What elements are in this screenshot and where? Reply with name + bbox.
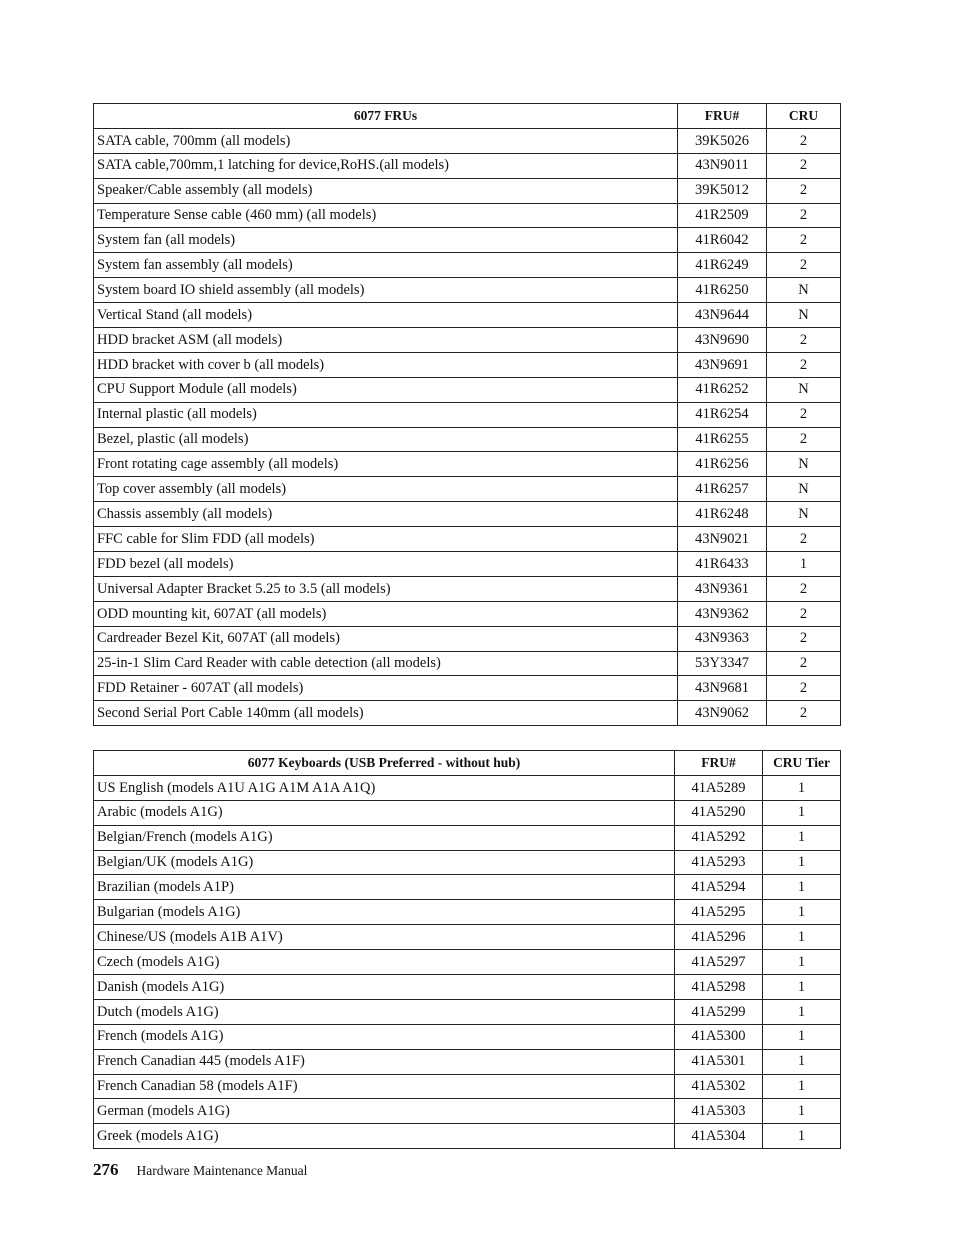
table-row [94, 900, 841, 925]
cru-tier: 2 [767, 253, 841, 278]
part-description: French Canadian 445 (models A1F) [94, 1049, 675, 1074]
table-row [94, 377, 841, 402]
table-row [94, 1124, 841, 1149]
table-row [94, 1099, 841, 1124]
fru-number: 41R6256 [678, 452, 767, 477]
fru-number: 41R6248 [678, 502, 767, 527]
table-row [94, 552, 841, 577]
table-row [94, 352, 841, 377]
part-description: Top cover assembly (all models) [94, 477, 678, 502]
cru-tier: 1 [763, 1049, 841, 1074]
part-description: Greek (models A1G) [94, 1124, 675, 1149]
fru-table [93, 103, 841, 726]
cru-tier: N [767, 477, 841, 502]
part-description: FDD Retainer - 607AT (all models) [94, 676, 678, 701]
cru-tier: 2 [767, 128, 841, 153]
part-description: US English (models A1U A1G A1M A1A A1Q) [94, 775, 675, 800]
part-description: Belgian/French (models A1G) [94, 825, 675, 850]
part-description: Belgian/UK (models A1G) [94, 850, 675, 875]
fru-number: 41R6250 [678, 278, 767, 303]
cru-tier: N [767, 303, 841, 328]
table-row [94, 153, 841, 178]
cru-tier: 2 [767, 576, 841, 601]
header-row [94, 751, 841, 776]
part-description: German (models A1G) [94, 1099, 675, 1124]
fru-number: 41A5290 [675, 800, 763, 825]
part-description: Vertical Stand (all models) [94, 303, 678, 328]
fru-number: 41A5297 [675, 950, 763, 975]
fru-number: 41R6255 [678, 427, 767, 452]
fru-number: 41A5302 [675, 1074, 763, 1099]
table-row [94, 178, 841, 203]
part-description: Danish (models A1G) [94, 975, 675, 1000]
table-row [94, 601, 841, 626]
part-description: Universal Adapter Bracket 5.25 to 3.5 (all models) [94, 576, 678, 601]
part-description: Czech (models A1G) [94, 950, 675, 975]
fru-number: 41R6433 [678, 552, 767, 577]
cru-tier: 2 [767, 601, 841, 626]
cru-tier: 1 [767, 552, 841, 577]
part-description: Speaker/Cable assembly (all models) [94, 178, 678, 203]
keyboards-table [93, 750, 841, 1149]
table-header [94, 104, 841, 129]
part-description: SATA cable, 700mm (all models) [94, 128, 678, 153]
cru-tier: N [767, 502, 841, 527]
cru-tier: 2 [767, 203, 841, 228]
column-header-fru-number: FRU# [678, 104, 767, 129]
table-row [94, 1049, 841, 1074]
part-description: Arabic (models A1G) [94, 800, 675, 825]
part-description: Bezel, plastic (all models) [94, 427, 678, 452]
cru-tier: 1 [763, 1099, 841, 1124]
table-row [94, 1024, 841, 1049]
fru-number: 43N9011 [678, 153, 767, 178]
fru-number: 41R6252 [678, 377, 767, 402]
cru-tier: 2 [767, 328, 841, 353]
table-row [94, 328, 841, 353]
table-body [94, 128, 841, 725]
fru-number: 43N9062 [678, 701, 767, 726]
table-row [94, 676, 841, 701]
cru-tier: 2 [767, 228, 841, 253]
header-row [94, 104, 841, 129]
fru-number: 39K5026 [678, 128, 767, 153]
fru-number: 43N9681 [678, 676, 767, 701]
table-row [94, 128, 841, 153]
column-header-fru-number: FRU# [675, 751, 763, 776]
fru-number: 53Y3347 [678, 651, 767, 676]
table-row [94, 950, 841, 975]
cru-tier: 1 [763, 875, 841, 900]
cru-tier: 2 [767, 427, 841, 452]
cru-tier: N [767, 452, 841, 477]
table-row [94, 502, 841, 527]
table-row [94, 651, 841, 676]
table-row [94, 1074, 841, 1099]
part-description: Front rotating cage assembly (all models) [94, 452, 678, 477]
cru-tier: 2 [767, 402, 841, 427]
part-description: Internal plastic (all models) [94, 402, 678, 427]
fru-number: 41A5298 [675, 975, 763, 1000]
fru-number: 43N9361 [678, 576, 767, 601]
part-description: Second Serial Port Cable 140mm (all models) [94, 701, 678, 726]
part-description: French (models A1G) [94, 1024, 675, 1049]
cru-tier: 1 [763, 1024, 841, 1049]
part-description: French Canadian 58 (models A1F) [94, 1074, 675, 1099]
cru-tier: 1 [763, 825, 841, 850]
column-header-cru-tier: CRU Tier [763, 751, 841, 776]
column-header-description: 6077 Keyboards (USB Preferred - without hub) [94, 751, 675, 776]
cru-tier: 2 [767, 153, 841, 178]
fru-number: 43N9021 [678, 527, 767, 552]
table-header [94, 751, 841, 776]
cru-tier: 1 [763, 775, 841, 800]
part-description: System fan assembly (all models) [94, 253, 678, 278]
column-header-description: 6077 FRUs [94, 104, 678, 129]
table-row [94, 303, 841, 328]
table-row [94, 253, 841, 278]
part-description: Dutch (models A1G) [94, 999, 675, 1024]
cru-tier: 1 [763, 1074, 841, 1099]
page-footer [93, 1160, 307, 1180]
cru-tier: 2 [767, 178, 841, 203]
fru-number: 41A5303 [675, 1099, 763, 1124]
fru-number: 41R6249 [678, 253, 767, 278]
part-description: HDD bracket with cover b (all models) [94, 352, 678, 377]
cru-tier: 1 [763, 999, 841, 1024]
cru-tier: 1 [763, 800, 841, 825]
part-description: 25-in-1 Slim Card Reader with cable detection (all models) [94, 651, 678, 676]
cru-tier: 2 [767, 527, 841, 552]
part-description: Chassis assembly (all models) [94, 502, 678, 527]
fru-number: 41A5299 [675, 999, 763, 1024]
page-number: 276 [93, 1160, 119, 1179]
table-row [94, 203, 841, 228]
fru-number: 41A5289 [675, 775, 763, 800]
fru-number: 43N9362 [678, 601, 767, 626]
table-row [94, 228, 841, 253]
table-row [94, 975, 841, 1000]
cru-tier: N [767, 377, 841, 402]
cru-tier: 2 [767, 651, 841, 676]
table-row [94, 626, 841, 651]
part-description: System board IO shield assembly (all models) [94, 278, 678, 303]
fru-number: 41A5294 [675, 875, 763, 900]
table-row [94, 875, 841, 900]
cru-tier: 2 [767, 352, 841, 377]
part-description: Brazilian (models A1P) [94, 875, 675, 900]
fru-number: 41A5300 [675, 1024, 763, 1049]
part-description: SATA cable,700mm,1 latching for device,RoHS.(all models) [94, 153, 678, 178]
cru-tier: 1 [763, 900, 841, 925]
cru-tier: 1 [763, 975, 841, 1000]
part-description: ODD mounting kit, 607AT (all models) [94, 601, 678, 626]
fru-number: 43N9644 [678, 303, 767, 328]
part-description: CPU Support Module (all models) [94, 377, 678, 402]
table-row [94, 999, 841, 1024]
fru-number: 41A5304 [675, 1124, 763, 1149]
part-description: Temperature Sense cable (460 mm) (all models) [94, 203, 678, 228]
part-description: Chinese/US (models A1B A1V) [94, 925, 675, 950]
fru-number: 39K5012 [678, 178, 767, 203]
part-description: System fan (all models) [94, 228, 678, 253]
table-row [94, 576, 841, 601]
part-description: FFC cable for Slim FDD (all models) [94, 527, 678, 552]
cru-tier: N [767, 278, 841, 303]
table-row [94, 477, 841, 502]
fru-number: 43N9691 [678, 352, 767, 377]
table-row [94, 850, 841, 875]
fru-number: 43N9690 [678, 328, 767, 353]
part-description: FDD bezel (all models) [94, 552, 678, 577]
fru-number: 41R6042 [678, 228, 767, 253]
column-header-cru: CRU [767, 104, 841, 129]
table-row [94, 402, 841, 427]
table-row [94, 825, 841, 850]
cru-tier: 1 [763, 850, 841, 875]
table-row [94, 701, 841, 726]
table-row [94, 427, 841, 452]
fru-number: 43N9363 [678, 626, 767, 651]
table-row [94, 452, 841, 477]
cru-tier: 1 [763, 1124, 841, 1149]
table-row [94, 278, 841, 303]
fru-number: 41R2509 [678, 203, 767, 228]
cru-tier: 2 [767, 676, 841, 701]
table-row [94, 800, 841, 825]
part-description: HDD bracket ASM (all models) [94, 328, 678, 353]
cru-tier: 1 [763, 925, 841, 950]
table-body [94, 775, 841, 1148]
fru-number: 41A5293 [675, 850, 763, 875]
fru-number: 41R6254 [678, 402, 767, 427]
fru-number: 41R6257 [678, 477, 767, 502]
part-description: Bulgarian (models A1G) [94, 900, 675, 925]
cru-tier: 2 [767, 701, 841, 726]
fru-number: 41A5296 [675, 925, 763, 950]
cru-tier: 2 [767, 626, 841, 651]
fru-number: 41A5301 [675, 1049, 763, 1074]
cru-tier: 1 [763, 950, 841, 975]
part-description: Cardreader Bezel Kit, 607AT (all models) [94, 626, 678, 651]
table-row [94, 775, 841, 800]
fru-number: 41A5292 [675, 825, 763, 850]
fru-number: 41A5295 [675, 900, 763, 925]
table-row [94, 527, 841, 552]
table-row [94, 925, 841, 950]
manual-title: Hardware Maintenance Manual [136, 1163, 308, 1178]
